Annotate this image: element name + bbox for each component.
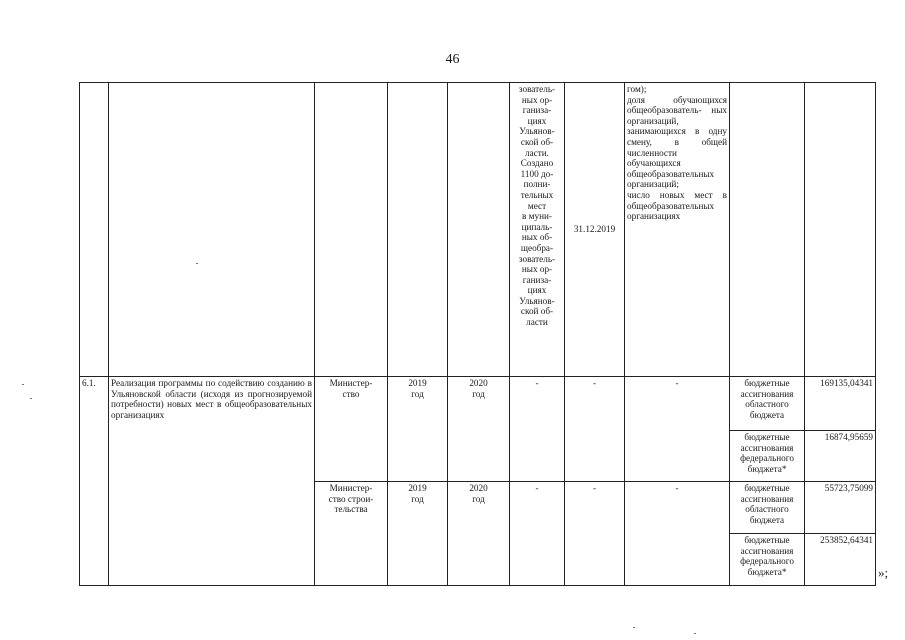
closing-quote: »;: [878, 565, 889, 580]
end-year: 2020 год: [448, 377, 510, 482]
item-title: Реализация программы по содействию созданию в Ульяновской области (исходя из прогнозируемой потребности) новых мест в общеобразовательных организациях: [109, 377, 315, 586]
cell-executor-empty: [315, 83, 388, 377]
scan-speck: [633, 627, 635, 628]
cell-funding-empty: [730, 83, 805, 377]
scan-speck: [22, 384, 24, 385]
dash-cell: -: [510, 482, 565, 586]
dash-cell: -: [510, 377, 565, 482]
completion-date: 31.12.2019: [565, 83, 625, 377]
funding-source: бюджетные ассигнования федерального бюджета*: [730, 534, 805, 586]
indicator-line: число новых мест в общеобразовательных организациях: [627, 189, 727, 222]
page-number: 46: [445, 52, 460, 67]
cell-amount-empty: [805, 83, 876, 377]
cell-end-empty: [448, 83, 510, 377]
start-year: 2019 год: [388, 377, 448, 482]
program-table: [79, 82, 876, 586]
cell-title-empty: [109, 83, 315, 377]
funding-amount: 16874,95659: [805, 431, 876, 482]
dash-cell: -: [565, 377, 625, 482]
executor: Министер- ство: [315, 377, 388, 482]
cell-number-empty: [80, 83, 109, 377]
scan-speck: [196, 263, 198, 264]
funding-source: бюджетные ассигнования федерального бюджета*: [730, 431, 805, 482]
continuation-row: [80, 83, 876, 377]
funding-source: бюджетные ассигнования областного бюджета: [730, 482, 805, 534]
funding-amount: 253852,64341: [805, 534, 876, 586]
indicator-line: доля обучающихся общеобразователь- ных организаций, занимающихся в одну смену, в общей численности обучающихся общеобразовательных организаций;: [627, 94, 727, 190]
result-text: зователь- ных ор- ганиза- циях Ульянов- ской об- ласти. Создано 1100 до- полни- тельных мест в муни- ципаль- ных об- щеобра- зователь- ных ор- ганиза- циях Ульянов- ской об- ласти: [510, 83, 565, 377]
item-number: 6.1.: [80, 377, 109, 586]
indicator-line: гом);: [627, 84, 647, 94]
start-year: 2019 год: [388, 482, 448, 586]
dash-cell: -: [565, 482, 625, 586]
funding-row: [80, 377, 876, 431]
dash-cell: -: [625, 377, 730, 482]
dash-cell: -: [625, 482, 730, 586]
funding-amount: 169135,04341: [805, 377, 876, 431]
end-year: 2020 год: [448, 482, 510, 586]
scan-speck: [30, 398, 32, 399]
executor: Министер- ство строи- тельства: [315, 482, 388, 586]
funding-source: бюджетные ассигнования областного бюджета: [730, 377, 805, 431]
indicators-cell: [625, 83, 730, 377]
cell-start-empty: [388, 83, 448, 377]
funding-amount: 55723,75099: [805, 482, 876, 534]
scan-speck: [694, 633, 696, 634]
